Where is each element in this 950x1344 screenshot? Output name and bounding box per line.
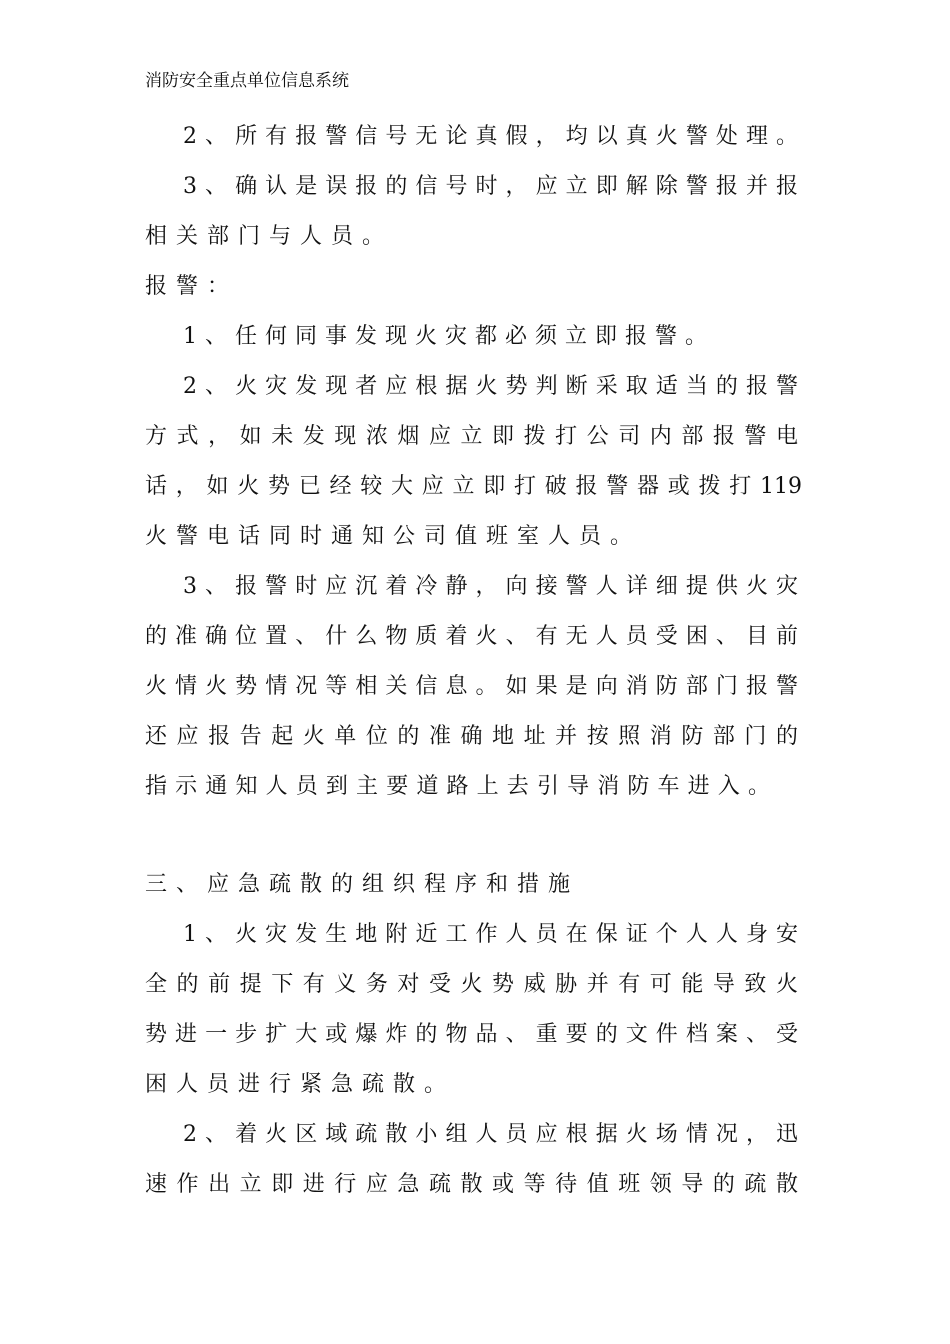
text-line: 全的前提下有义务对受火势威胁并有可能导致火 <box>145 972 798 997</box>
text-line: 话，如火势已经较大应立即打破报警器或拨打119 <box>145 474 802 499</box>
text-line: 势进一步扩大或爆炸的物品、重要的文件档案、受 <box>145 1022 798 1047</box>
section-heading: 三、应急疏散的组织程序和措施 <box>145 872 580 897</box>
section-label: 报警： <box>145 274 239 299</box>
text-line: 火警电话同时通知公司值班室人员。 <box>145 524 642 549</box>
text-line: 的准确位置、什么物质着火、有无人员受困、目前 <box>145 624 798 649</box>
text-line: 速作出立即进行应急疏散或等待值班领导的疏散 <box>145 1172 798 1197</box>
text-line: 指示通知人员到主要道路上去引导消防车进入。 <box>145 774 770 799</box>
text-line: 2、所有报警信号无论真假，均以真火警处理。 <box>183 124 798 149</box>
text-line: 困人员进行紧急疏散。 <box>145 1072 456 1097</box>
text-line: 还应报告起火单位的准确地址并按照消防部门的 <box>145 724 798 749</box>
text-line: 火情火势情况等相关信息。如果是向消防部门报警 <box>145 674 798 699</box>
page-header: 消防安全重点单位信息系统 <box>145 71 349 91</box>
text-line: 2、火灾发现者应根据火势判断采取适当的报警 <box>183 374 798 399</box>
text-line: 2、着火区域疏散小组人员应根据火场情况，迅 <box>183 1122 798 1147</box>
text-line: 3、报警时应沉着冷静，向接警人详细提供火灾 <box>183 574 798 599</box>
text-line: 1、任何同事发现火灾都必须立即报警。 <box>183 324 715 349</box>
text-line: 3、确认是误报的信号时，应立即解除警报并报 <box>183 174 798 199</box>
text-line: 相关部门与人员。 <box>145 224 394 249</box>
text-line: 1、火灾发生地附近工作人员在保证个人人身安 <box>183 922 798 947</box>
text-line: 方式，如未发现浓烟应立即拨打公司内部报警电 <box>145 424 798 449</box>
